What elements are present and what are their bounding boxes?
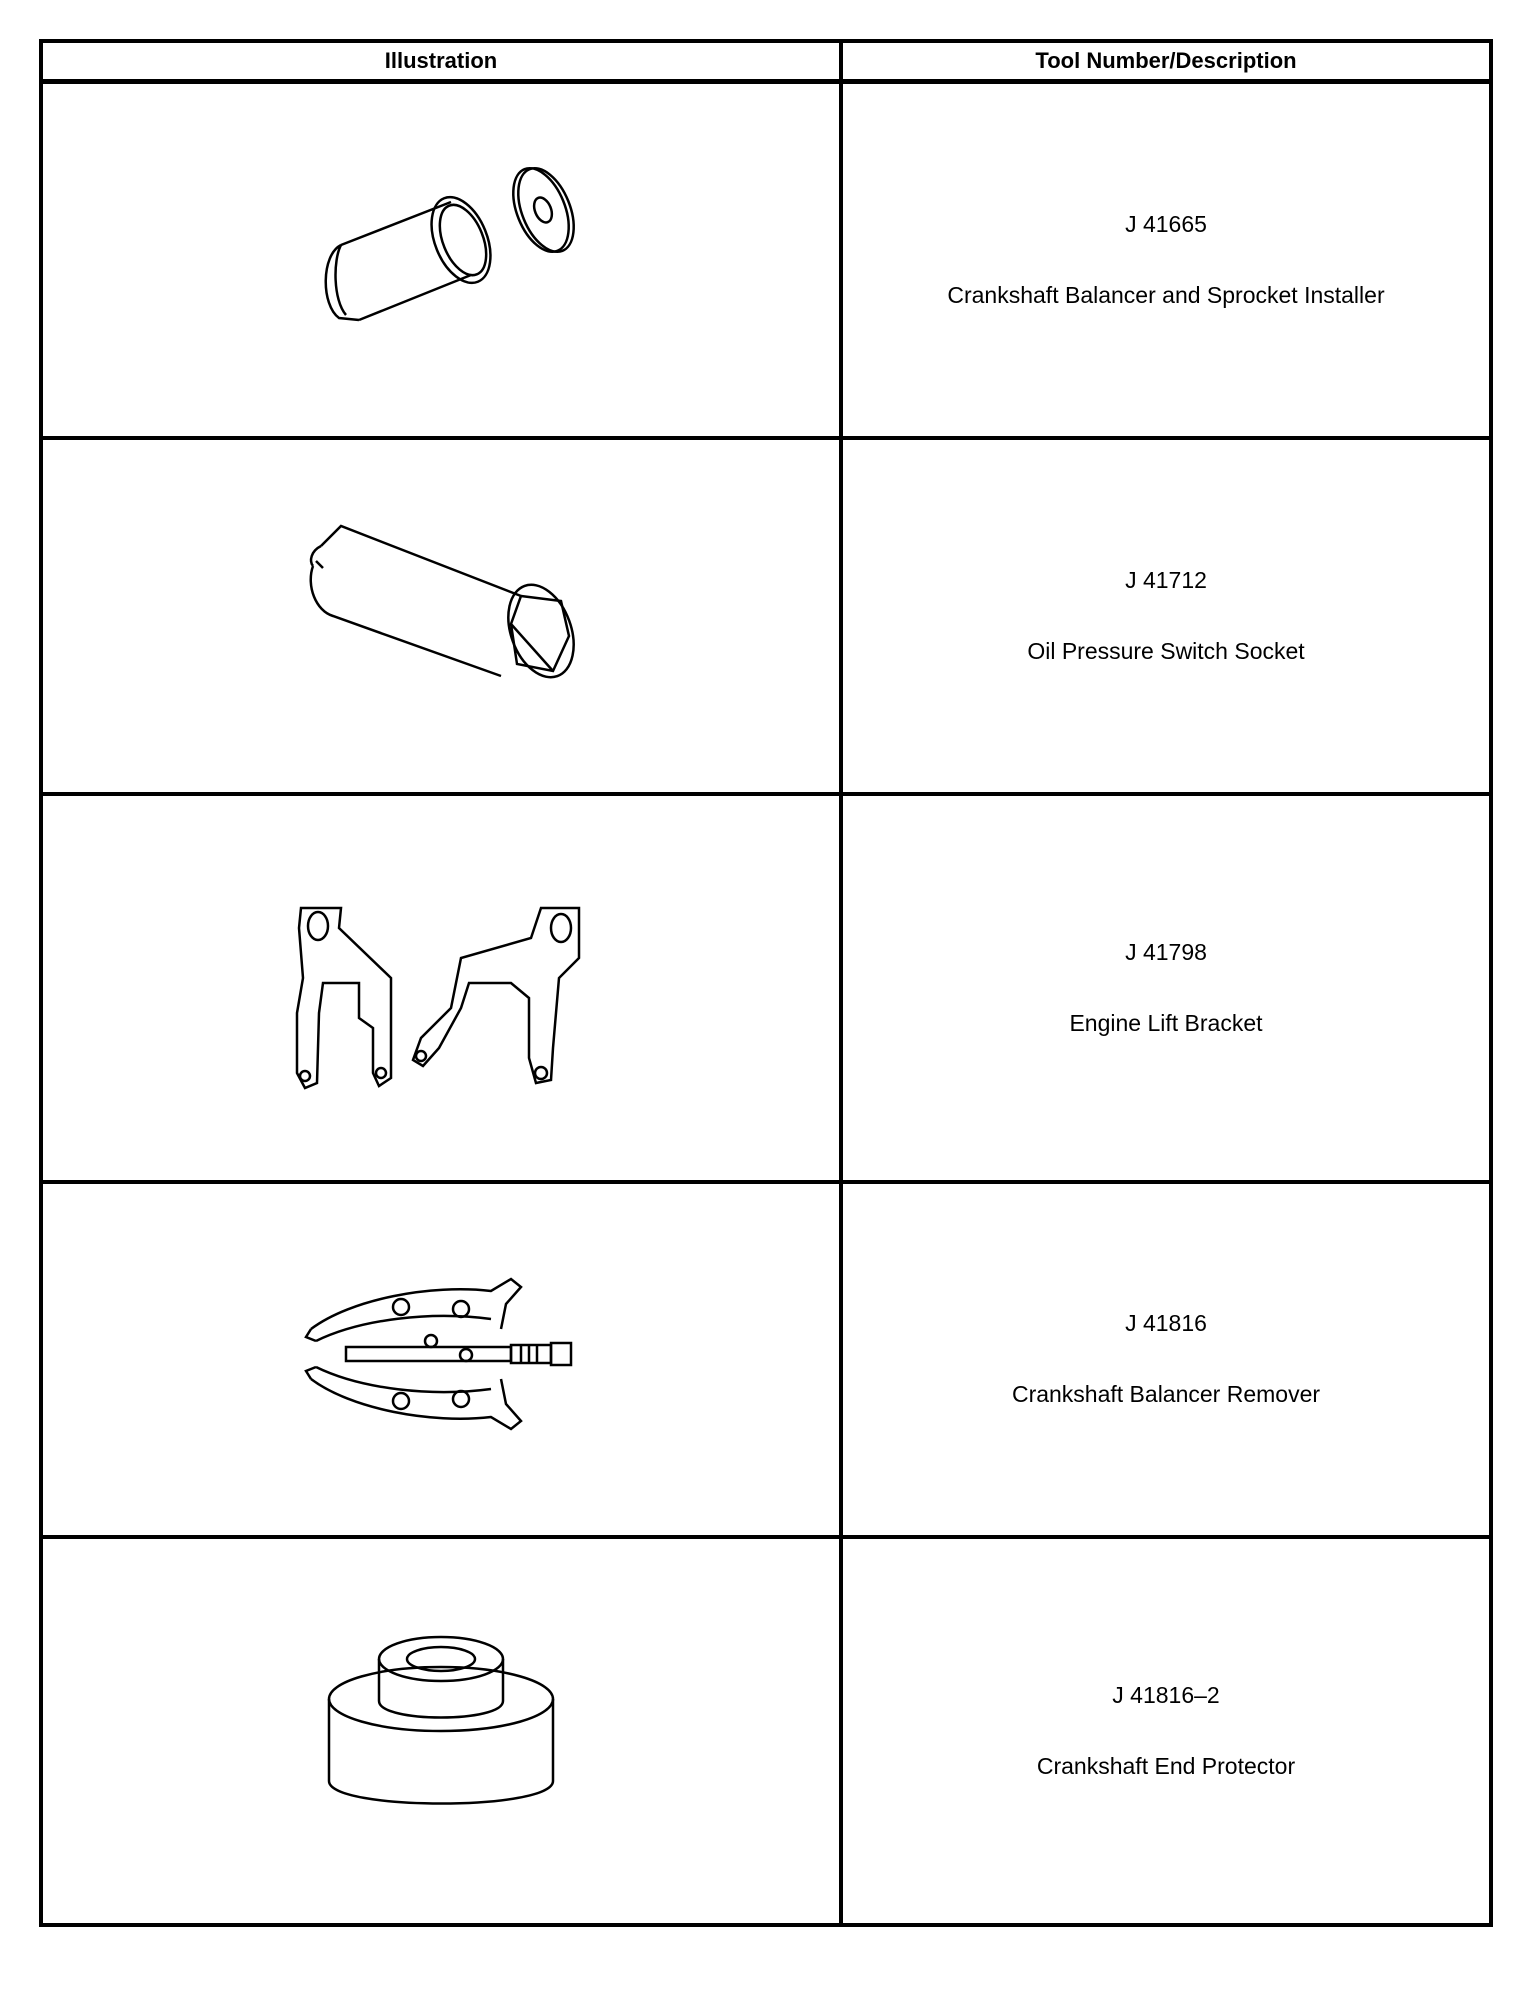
illustration-cell xyxy=(41,1537,841,1925)
table-row xyxy=(41,1182,1491,1538)
tool-description: Engine Lift Bracket xyxy=(1069,1009,1263,1036)
socket-icon xyxy=(271,506,611,726)
tool-number: J 41798 xyxy=(1125,938,1207,965)
description-cell xyxy=(841,438,1491,794)
tool-description: Crankshaft Balancer and Sprocket Installer xyxy=(947,282,1385,309)
illustration-cell xyxy=(41,82,841,439)
illustration-cell xyxy=(41,794,841,1182)
description-cell xyxy=(841,794,1491,1182)
tool-number: J 41712 xyxy=(1125,567,1207,594)
sleeve-installer-icon xyxy=(281,150,601,370)
tool-number: J 41816–2 xyxy=(1112,1682,1220,1709)
illustration-cell xyxy=(41,1182,841,1538)
end-protector-icon xyxy=(291,1611,591,1851)
table-row xyxy=(41,794,1491,1182)
tool-header: Tool Number/Description xyxy=(841,41,1491,82)
header-row xyxy=(41,41,1491,82)
tool-description: Oil Pressure Switch Socket xyxy=(1027,638,1305,665)
table-row xyxy=(41,438,1491,794)
tool-description: Crankshaft Balancer Remover xyxy=(1011,1381,1321,1408)
description-cell xyxy=(841,1537,1491,1925)
description-cell xyxy=(841,1182,1491,1538)
tool-table xyxy=(39,39,1493,1927)
lift-bracket-icon xyxy=(261,868,621,1108)
tool-number: J 41816 xyxy=(1125,1310,1207,1337)
tool-number: J 41665 xyxy=(1125,211,1207,238)
table-row xyxy=(41,82,1491,439)
illustration-cell xyxy=(41,438,841,794)
tool-description: Crankshaft End Protector xyxy=(1036,1753,1296,1780)
description-cell xyxy=(841,82,1491,439)
puller-icon xyxy=(271,1249,611,1469)
table-row xyxy=(41,1537,1491,1925)
illustration-header: Illustration xyxy=(41,41,841,82)
